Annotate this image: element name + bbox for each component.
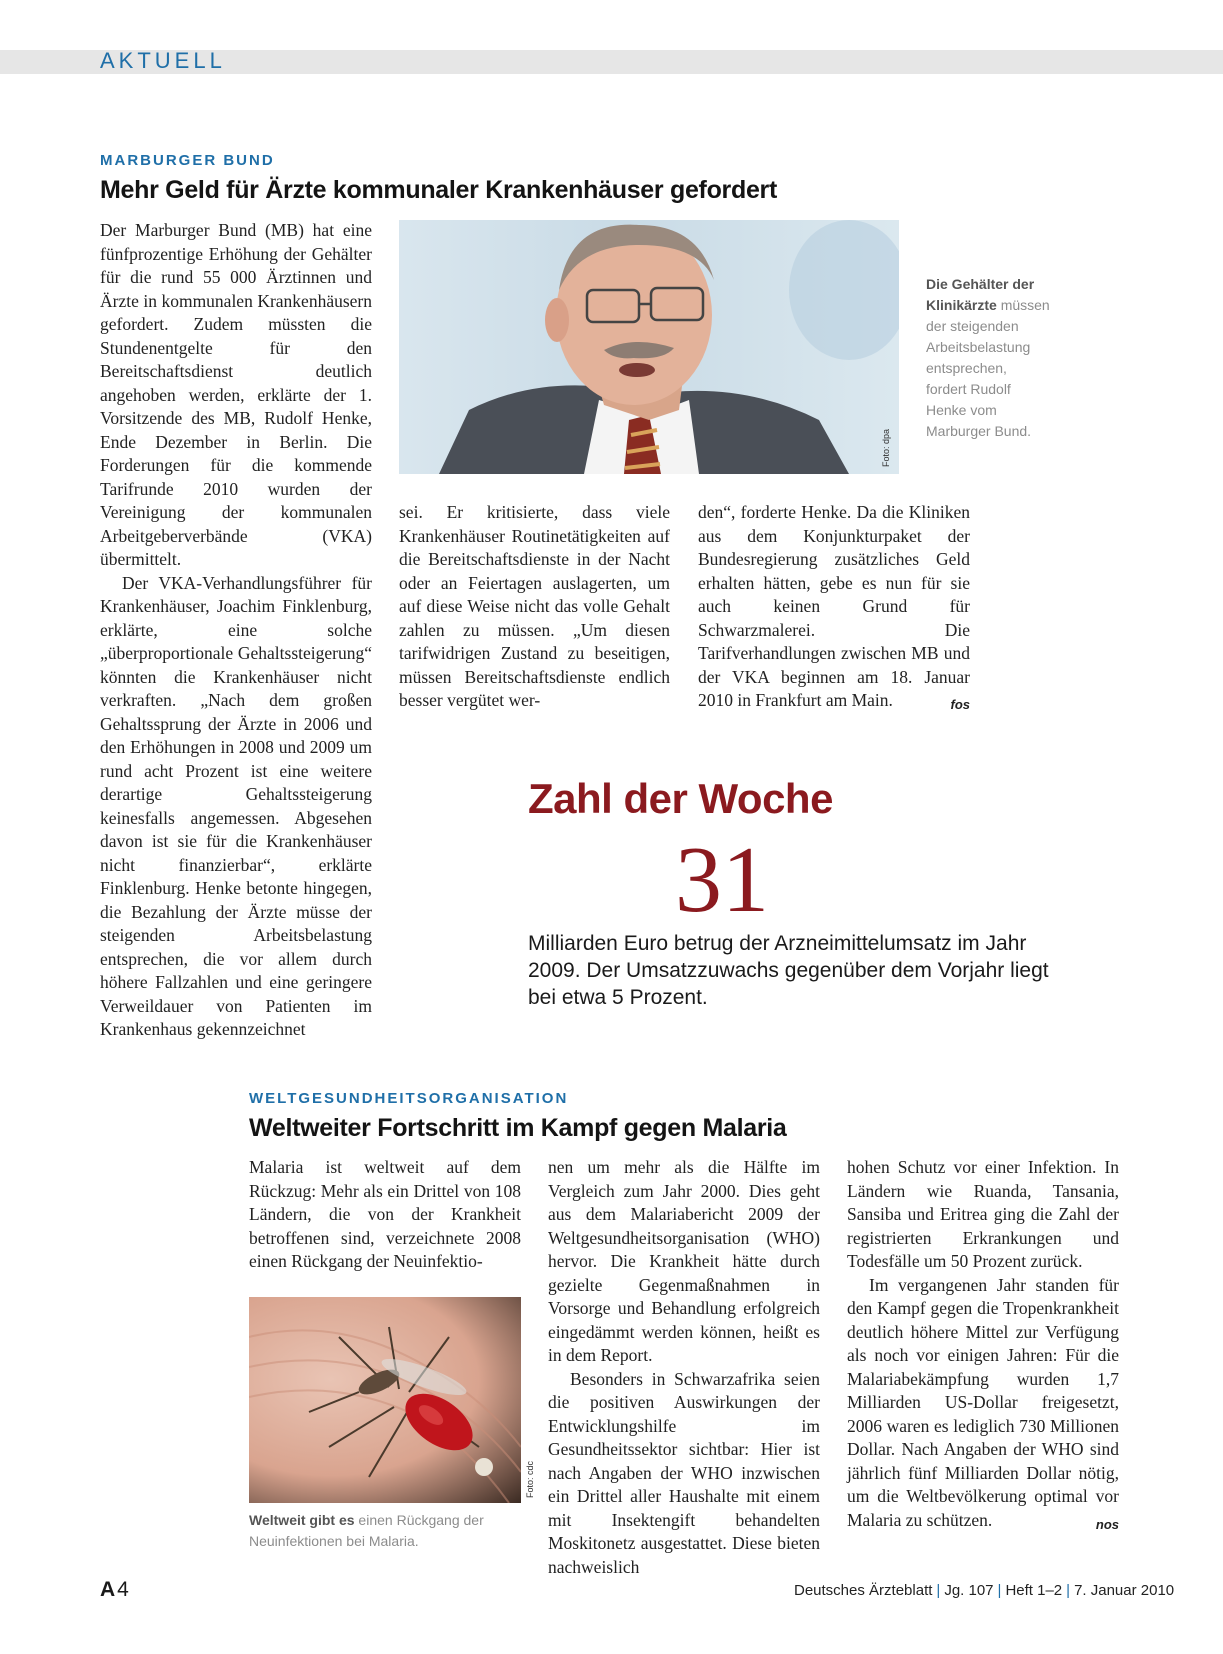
journal-date: 7. Januar 2010: [1074, 1582, 1175, 1599]
article1-col1-para1: Der Marburger Bund (MB) hat eine fünfprozentige Erhöhung der Gehälter für die rund 55 000 Ärztinnen und Ärzte in kommunalen Krankenhäusern gefordert. Zudem müssten die Stundenentgelte für den Bereitschaftsdienst deutlich angehoben werden, erklärte der 1. Vorsitzende des MB, Rudolf Henke, Ende Dezember in Berlin. Die Forderungen für die kommende Tarifrunde 2010 wurden der Vereinigung der kommunalen Arbeitgeberverbände (VKA) übermittelt.: [100, 220, 372, 569]
journal-volume: Jg. 107: [944, 1582, 994, 1599]
article1-kicker: MARBURGER BUND: [100, 152, 275, 169]
article1-column-2: [399, 501, 670, 713]
caption-text: müssen der steigenden Arbeitsbelastung entsprechen, fordert Rudolf Henke vom Marburger Bund.: [926, 297, 1050, 439]
page-number-value: 4: [117, 1578, 129, 1601]
page-prefix: A: [100, 1578, 116, 1601]
journal-name: Deutsches Ärzteblatt: [794, 1582, 933, 1599]
article1-col3-text: den“, forderte Henke. Da die Kliniken aus dem Konjunkturpaket der Bundesregierung zusätzliches Geld erhalten hätten, gebe es nun für sie auch keinen Grund für Schwarzmalerei. Die Tarifverhandlungen zwischen MB und der VKA beginnen am 18. Januar 2010 in Frankfurt am Main. fos: [698, 501, 970, 713]
section-label: AKTUELL: [100, 48, 226, 73]
article2-col1-text: Malaria ist weltweit auf dem Rückzug: Mehr als ein Drittel von 108 Ländern, die von der Krankheit betroffenen sind, verzeichnete 2008 einen Rückgang der Neuinfektio-: [249, 1157, 521, 1271]
article1-col1-para2: Der VKA-Verhandlungsführer für Krankenhäuser, Joachim Finklenburg, erklärte, eine solche „überproportionale Gehaltssteigerung“ könnten die Krankenhäuser nicht verkraften. „Nach dem großen Gehaltssprung der Ärzte in 2006 und den Erhöhungen in 2008 und 2009 um rund acht Prozent ist eine weitere derartige Gehaltssteigerung keinesfalls angemessen. Abgesehen davon ist sie für die Krankenhäuser nicht finanzierbar“, erklärte Finklenburg. Henke betonte hingegen, die Bezahlung der Ärzte müsse der steigenden Arbeitsbelastung entsprechen, die vor allem durch höhere Fallzahlen und eine geringere Verweildauer von Patienten im Krankenhaus gekennzeichnet: [100, 572, 372, 1039]
photo-rudolf-henke: [399, 220, 899, 474]
article2-headline: Weltweiter Fortschritt im Kampf gegen Malaria: [249, 1114, 787, 1142]
page-number: [100, 1578, 129, 1602]
article2-photo-caption: [249, 1510, 519, 1552]
portrait-illustration: [399, 220, 899, 474]
article1-column-3: [698, 501, 970, 717]
article1-author: fos: [950, 697, 970, 712]
zahl-der-woche-text: Milliarden Euro betrug der Arzneimittelumsatz im Jahr 2009. Der Umsatzzuwachs gegenüber dem Vorjahr liegt bei etwa 5 Prozent.: [528, 932, 1049, 1009]
article1-photo-credit: Foto: dpa: [881, 428, 891, 467]
article2-col3-para1: hohen Schutz vor einer Infektion. In Ländern wie Ruanda, Tansania, Sansiba und Eritrea ging die Zahl der registrierten Erkrankungen und Todesfälle um 50 Prozent zurück.: [847, 1157, 1119, 1271]
article1-col2-text: sei. Er kritisierte, dass viele Krankenhäuser Routinetätigkeiten auf die Bereitschaftsdienste in der Nacht oder an Feiertagen auslagerten, um auf diese Weise nicht das volle Gehalt zahlen zu müssen. „Um diesen tarifwidrigen Zustand zu beseitigen, müssen Bereitschaftsdienste endlich besser vergütet wer-: [399, 502, 670, 710]
article2-col2-para2: Besonders in Schwarzafrika seien die positiven Auswirkungen der Entwicklungshilfe im Gesundheitssektor sichtbar: Hier ist nach Angaben der WHO inzwischen ein Drittel aller Haushalte mit einem mit Insektengift behandelten Moskitonetz ausgestattet. Diese bieten nachweislich: [548, 1368, 820, 1577]
caption-text: einen Rückgang der Neuinfektionen bei Malaria.: [249, 1512, 484, 1549]
article2-col2-para1: nen um mehr als die Hälfte im Vergleich zum Jahr 2000. Dies geht aus dem Malariabericht 2009 der Weltgesundheitsorganisation (WHO) hervor. Die Krankheit hätte durch gezielte Gegenmaßnahmen in Vorsorge und Behandlung erfolgreich eingedämmt werden können, heißt es in dem Report.: [548, 1157, 820, 1365]
article1-column-1: [100, 219, 372, 1042]
article2-column-1: [249, 1156, 521, 1274]
article2-column-2: [548, 1156, 820, 1579]
photo-mosquito: [249, 1297, 521, 1503]
caption-bold: Weltweit gibt es: [249, 1512, 355, 1528]
article1-photo-caption: [926, 274, 1051, 442]
article2-author: nos: [1095, 1516, 1119, 1532]
zahl-der-woche-title: Zahl der Woche: [528, 775, 833, 822]
article2-kicker: WELTGESUNDHEITSORGANISATION: [249, 1090, 569, 1107]
article2-photo-credit: Foto: cdc: [525, 1460, 535, 1498]
article2-col3-para2: Im vergangenen Jahr standen für den Kampf gegen die Tropenkrankheit deutlich höhere Mittel zur Verfügung als noch vor einigen Jahren: Für die Malariabekämpfung wurden 1,7 Milliarden US-Dollar freigesetzt, 2006 waren es lediglich 730 Millionen Dollar. Nach Angaben der WHO sind jährlich fünf Milliarden Dollar nötig, um die Weltbevölkerung optimal vor Malaria zu schützen. nos: [847, 1274, 1119, 1533]
mosquito-illustration: [249, 1297, 521, 1503]
article1-headline: Mehr Geld für Ärzte kommunaler Krankenhäuser gefordert: [100, 176, 778, 204]
zahl-der-woche-number: 31: [675, 828, 769, 932]
caption-bold: Die Gehälter der Klinikärzte: [926, 276, 1035, 313]
journal-issue: Heft 1–2: [1005, 1582, 1063, 1599]
journal-footer: Deutsches Ärzteblatt | Jg. 107 | Heft 1–2 | 7. Januar 2010: [794, 1582, 1175, 1599]
article2-column-3: [847, 1156, 1119, 1536]
